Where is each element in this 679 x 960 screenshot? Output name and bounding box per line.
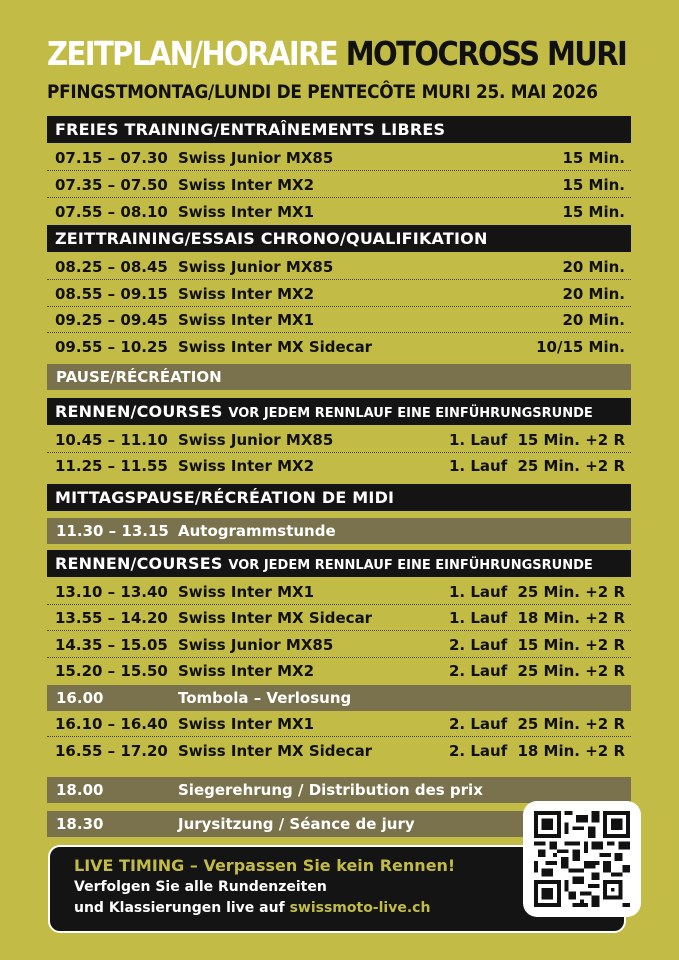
row-run: 1. Lauf xyxy=(449,583,508,601)
row-class: Swiss Inter MX2 xyxy=(178,285,315,303)
section-title: MITTAGSPAUSE/RÉCRÉATION DE MIDI xyxy=(55,488,395,507)
row-run: 2. Lauf xyxy=(449,742,508,760)
row-run: 2. Lauf xyxy=(449,636,508,654)
row-class: Swiss Inter MX Sidecar xyxy=(178,609,373,627)
row-time: 07.35 – 07.50 xyxy=(55,176,168,194)
row-time: 08.55 – 09.15 xyxy=(55,285,168,303)
row-class: Swiss Inter MX2 xyxy=(178,457,315,475)
row-class: Swiss Inter MX2 xyxy=(178,176,315,194)
row-duration: 15 Min. xyxy=(562,176,625,194)
row-duration: 18 Min. +2 R xyxy=(517,609,625,627)
row-class: Swiss Junior MX85 xyxy=(178,431,334,449)
section-title-wrap xyxy=(55,398,593,427)
schedule-row xyxy=(47,632,631,658)
section-header-races-1 xyxy=(47,398,631,425)
event-label: Siegerehrung / Distribution des prix xyxy=(178,781,483,799)
row-class: Swiss Inter MX1 xyxy=(178,715,315,733)
row-time: 13.10 – 13.40 xyxy=(55,583,168,601)
live-timing-line2 xyxy=(74,900,430,916)
section-note: VOR JEDEM RENNLAUF EINE EINFÜHRUNGSRUNDE xyxy=(228,406,593,421)
schedule-row xyxy=(47,254,631,280)
qr-code-icon xyxy=(534,811,630,907)
schedule-row xyxy=(47,427,631,453)
qr-code[interactable] xyxy=(523,801,641,917)
schedule-row xyxy=(47,711,631,737)
row-time: 08.25 – 08.45 xyxy=(55,258,168,276)
row-time: 16.55 – 17.20 xyxy=(55,742,168,760)
row-duration: 25 Min. +2 R xyxy=(517,457,625,475)
schedule-row xyxy=(47,453,631,479)
row-duration: 15 Min. xyxy=(562,149,625,167)
row-duration: 25 Min. +2 R xyxy=(517,715,625,733)
live-timing-headline: LIVE TIMING – Verpassen Sie kein Rennen! xyxy=(74,856,456,875)
row-time: 13.55 – 14.20 xyxy=(55,609,168,627)
event-bar-tombola xyxy=(47,685,631,711)
live-timing-url-link[interactable]: swissmoto-live.ch xyxy=(289,900,431,916)
row-class: Swiss Junior MX85 xyxy=(178,149,334,167)
event-time: 18.00 xyxy=(56,781,104,799)
event-label: Tombola – Verlosung xyxy=(178,689,352,707)
section-header-races-2 xyxy=(47,550,631,577)
row-duration: 20 Min. xyxy=(562,258,625,276)
schedule-row xyxy=(47,145,631,171)
event-label: Autogrammstunde xyxy=(178,522,336,540)
event-bar-ceremony xyxy=(47,777,631,803)
page-title xyxy=(47,34,627,74)
schedule-row xyxy=(47,658,631,684)
row-duration: 10/15 Min. xyxy=(536,338,625,356)
row-class: Swiss Inter MX1 xyxy=(178,203,315,221)
event-time: 11.30 – 13.15 xyxy=(56,522,169,540)
row-time: 16.10 – 16.40 xyxy=(55,715,168,733)
row-time: 07.55 – 08.10 xyxy=(55,203,168,221)
row-time: 15.20 – 15.50 xyxy=(55,662,168,680)
row-run: 1. Lauf xyxy=(449,609,508,627)
row-class: Swiss Inter MX2 xyxy=(178,662,315,680)
row-class: Swiss Inter MX1 xyxy=(178,583,315,601)
schedule-row xyxy=(47,605,631,631)
row-time: 09.55 – 10.25 xyxy=(55,338,168,356)
row-class: Swiss Junior MX85 xyxy=(178,258,334,276)
row-class: Swiss Inter MX Sidecar xyxy=(178,742,373,760)
schedule-row xyxy=(47,199,631,225)
schedule-row xyxy=(47,579,631,605)
row-time: 11.25 – 11.55 xyxy=(55,457,168,475)
row-run: 1. Lauf xyxy=(449,431,508,449)
live-timing-line1: Verfolgen Sie alle Rundenzeiten xyxy=(74,879,327,895)
row-duration: 15 Min. +2 R xyxy=(517,636,625,654)
row-class: Swiss Inter MX1 xyxy=(178,311,315,329)
schedule-row xyxy=(47,281,631,307)
schedule-row xyxy=(47,738,631,764)
row-duration: 20 Min. xyxy=(562,285,625,303)
row-duration: 15 Min. xyxy=(562,203,625,221)
section-header-free-training xyxy=(47,116,631,143)
section-title: FREIES TRAINING/ENTRAÎNEMENTS LIBRES xyxy=(55,120,446,139)
section-note: VOR JEDEM RENNLAUF EINE EINFÜHRUNGSRUNDE xyxy=(228,558,593,573)
live-timing-line2-prefix: und Klassierungen live auf xyxy=(74,900,285,916)
pause-bar xyxy=(47,364,631,390)
schedule-row xyxy=(47,334,631,360)
page-subtitle: PFINGSTMONTAG/LUNDI DE PENTECÔTE MURI 25. MAI 2026 xyxy=(47,81,598,103)
section-header-qualifying xyxy=(47,225,631,252)
row-duration: 20 Min. xyxy=(562,311,625,329)
schedule-row xyxy=(47,172,631,198)
row-run: 2. Lauf xyxy=(449,715,508,733)
row-duration: 25 Min. +2 R xyxy=(517,662,625,680)
schedule-row xyxy=(47,307,631,333)
row-duration: 15 Min. +2 R xyxy=(517,431,625,449)
row-duration: 18 Min. +2 R xyxy=(517,742,625,760)
section-title-wrap xyxy=(55,550,593,579)
row-time: 09.25 – 09.45 xyxy=(55,311,168,329)
section-title: RENNEN/COURSES xyxy=(55,402,223,421)
row-class: Swiss Inter MX Sidecar xyxy=(178,338,373,356)
title-part1: ZEITPLAN/HORAIRE xyxy=(47,34,338,73)
section-title: ZEITTRAINING/ESSAIS CHRONO/QUALIFIKATION xyxy=(55,229,488,248)
event-time: 18.30 xyxy=(56,815,104,833)
row-duration: 25 Min. +2 R xyxy=(517,583,625,601)
section-title: RENNEN/COURSES xyxy=(55,554,223,573)
section-header-lunch xyxy=(47,484,631,511)
row-time: 14.35 – 15.05 xyxy=(55,636,168,654)
row-time: 10.45 – 11.10 xyxy=(55,431,168,449)
event-bar-autograph xyxy=(47,518,631,544)
title-part2: MOTOCROSS MURI xyxy=(345,34,627,73)
pause-title: PAUSE/RÉCRÉATION xyxy=(56,368,222,386)
row-run: 2. Lauf xyxy=(449,662,508,680)
event-label: Jurysitzung / Séance de jury xyxy=(178,815,415,833)
row-class: Swiss Junior MX85 xyxy=(178,636,334,654)
row-time: 07.15 – 07.30 xyxy=(55,149,168,167)
row-run: 1. Lauf xyxy=(449,457,508,475)
event-time: 16.00 xyxy=(56,689,104,707)
